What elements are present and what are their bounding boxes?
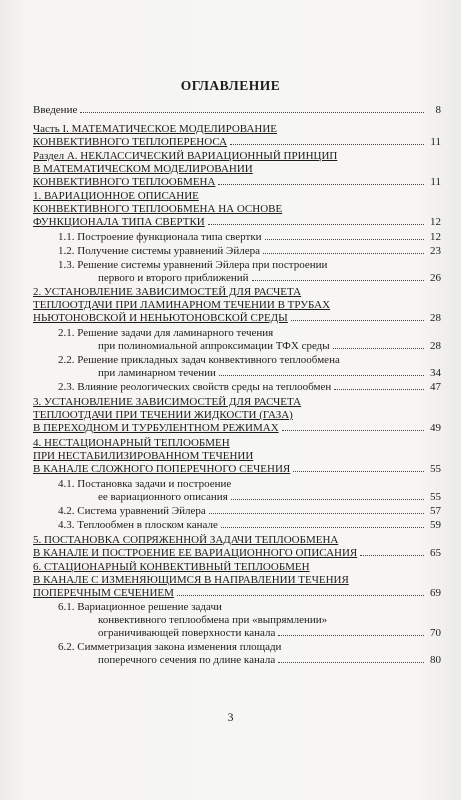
dot-leader [334, 381, 424, 390]
toc-entry-text: В КАНАЛЕ СЛОЖНОГО ПОПЕРЕЧНОГО СЕЧЕНИЯ [33, 463, 291, 475]
toc-entry [33, 534, 441, 560]
toc-entry-text: при полиномиальной аппроксимации ТФХ среды [98, 340, 330, 352]
toc-page-number: 55 [430, 491, 441, 503]
toc-page-number: 70 [430, 627, 441, 639]
toc-page-number: 57 [430, 505, 441, 517]
toc-entry [33, 519, 441, 532]
dot-leader [80, 104, 424, 113]
toc-entry [33, 437, 441, 476]
toc-entry [33, 231, 441, 244]
toc-entry-text: В КАНАЛЕ С ИЗМЕНЯЮЩИМСЯ В НАПРАВЛЕНИИ ТЕЧЕНИЯ [33, 574, 349, 586]
toc-entry-text: первого и второго приближений [98, 272, 249, 284]
dot-leader [278, 627, 424, 636]
toc-page-number: 8 [435, 104, 441, 116]
toc-page-number: 59 [430, 519, 441, 531]
dot-leader [219, 367, 424, 376]
toc-entry [33, 150, 441, 189]
toc-entry-text: ПОПЕРЕЧНЫМ СЕЧЕНИЕМ [33, 587, 174, 599]
toc-entry-text: 2.1. Решение задачи для ламинарного течения [58, 327, 274, 339]
toc-entry-text: 1. ВАРИАЦИОННОЕ ОПИСАНИЕ [33, 190, 199, 202]
toc-entry-text: 6.1. Вариационное решение задачи [58, 601, 222, 613]
toc-entry [33, 478, 441, 504]
toc-entry-text: поперечного сечения по длине канала [98, 654, 276, 666]
toc-entry [33, 190, 441, 229]
toc-page-number: 65 [430, 547, 441, 559]
toc-page-number: 23 [430, 245, 441, 257]
dot-leader [293, 463, 424, 472]
toc-entry [33, 286, 441, 325]
toc-entry [33, 259, 441, 285]
toc-entry-text: В КАНАЛЕ И ПОСТРОЕНИЕ ЕЕ ВАРИАЦИОННОГО ОПИСАНИЯ [33, 547, 358, 559]
toc-entry-text: КОНВЕКТИВНОГО ТЕПЛООБМЕНА НА ОСНОВЕ [33, 203, 283, 215]
toc-entry-text: 1.3. Решение системы уравнений Эйлера при построении [58, 259, 328, 271]
toc-page-number: 11 [430, 176, 441, 188]
toc-entry [33, 561, 441, 600]
toc-entry [33, 123, 441, 149]
toc-entry [33, 354, 441, 380]
toc-entry-text: 3. УСТАНОВЛЕНИЕ ЗАВИСИМОСТЕЙ ДЛЯ РАСЧЕТА [33, 396, 302, 408]
toc-title: ОГЛАВЛЕНИЕ [180, 78, 281, 93]
dot-leader [230, 136, 424, 145]
toc-page-number: 11 [430, 136, 441, 148]
toc-entry-text: 2.3. Влияние реологических свойств среды на теплообмен [58, 381, 332, 393]
toc-page-number: 12 [430, 216, 441, 228]
toc-entry-text: 4.1. Постановка задачи и построение [58, 478, 232, 490]
toc-entry-text: при ламинарном течении [98, 367, 216, 379]
toc-entry-text: 4.2. Система уравнений Эйлера [58, 505, 206, 517]
toc-entry-text: НЬЮТОНОВСКОЙ И НЕНЬЮТОНОВСКОЙ СРЕДЫ [33, 312, 288, 324]
dot-leader [360, 547, 424, 556]
toc-entry-text: конвективного теплообмена при «выпрямлении» [98, 614, 328, 626]
toc-entry [33, 381, 441, 394]
toc-entry-text: В ПЕРЕХОДНОМ И ТУРБУЛЕНТНОМ РЕЖИМАХ [33, 422, 279, 434]
toc-entry-text: ФУНКЦИОНАЛА ТИПА СВЕРТКИ [33, 216, 205, 228]
toc-entry-text: 2.2. Решение прикладных задач конвективного теплообмена [58, 354, 340, 366]
toc-entry-text: ТЕПЛООТДАЧИ ПРИ ТЕЧЕНИИ ЖИДКОСТИ (ГАЗА) [33, 409, 293, 421]
dot-leader [265, 231, 424, 240]
toc-entry-text: 6. СТАЦИОНАРНЫЙ КОНВЕКТИВНЫЙ ТЕПЛООБМЕН [33, 561, 310, 573]
dot-leader [282, 422, 424, 431]
toc-entry-text: 4.3. Теплообмен в плоском канале [58, 519, 218, 531]
toc-page-number: 12 [430, 231, 441, 243]
toc-page-number: 28 [430, 312, 441, 324]
toc-entry-text: ограничивающей поверхности канала [98, 627, 276, 639]
toc-entry-text: 1.1. Построение функционала типа свертки [58, 231, 262, 243]
dot-leader [221, 519, 424, 528]
toc-entry-text: 5. ПОСТАНОВКА СОПРЯЖЕННОЙ ЗАДАЧИ ТЕПЛООБМЕНА [33, 534, 339, 546]
toc-entry-text: КОНВЕКТИВНОГО ТЕПЛОПЕРЕНОСА [33, 136, 228, 148]
toc-entry-text: Введение [33, 104, 78, 116]
toc-entry-text: Часть I. МАТЕМАТИЧЕСКОЕ МОДЕЛИРОВАНИЕ [33, 123, 277, 135]
toc-entry-text: 1.2. Получение системы уравнений Эйлера [58, 245, 260, 257]
toc-entry [33, 505, 441, 518]
toc-entry-text: 6.2. Симметризация закона изменения площади [58, 641, 282, 653]
toc-entry-text: Раздел А. НЕКЛАССИЧЕСКИЙ ВАРИАЦИОННЫЙ ПРИНЦИП [33, 150, 338, 162]
toc-page-number: 47 [430, 381, 441, 393]
toc-entry [33, 601, 441, 640]
dot-leader [231, 491, 424, 500]
dot-leader [252, 272, 424, 281]
toc-entry [33, 245, 441, 258]
toc-entry-text: 2. УСТАНОВЛЕНИЕ ЗАВИСИМОСТЕЙ ДЛЯ РАСЧЕТА [33, 286, 302, 298]
dot-leader [218, 176, 424, 185]
table-of-contents [33, 104, 441, 667]
toc-entry-text: 4. НЕСТАЦИОНАРНЫЙ ТЕПЛООБМЕН [33, 437, 230, 449]
toc-entry [33, 327, 441, 353]
toc-entry [33, 396, 441, 435]
toc-page-number: 28 [430, 340, 441, 352]
page-number: 3 [227, 710, 234, 724]
toc-page-number: 80 [430, 654, 441, 666]
toc-entry-text: ТЕПЛООТДАЧИ ПРИ ЛАМИНАРНОМ ТЕЧЕНИИ В ТРУБАХ [33, 299, 331, 311]
toc-page-number: 26 [430, 272, 441, 284]
dot-leader [263, 245, 424, 254]
dot-leader [278, 654, 424, 663]
toc-page-number: 55 [430, 463, 441, 475]
toc-entry [33, 641, 441, 667]
toc-page-number: 49 [430, 422, 441, 434]
dot-leader [209, 505, 424, 514]
toc-entry-text: КОНВЕКТИВНОГО ТЕПЛООБМЕНА [33, 176, 216, 188]
toc-entry [33, 104, 441, 117]
toc-page-number: 69 [430, 587, 441, 599]
toc-entry-text: В МАТЕМАТИЧЕСКОМ МОДЕЛИРОВАНИИ [33, 163, 253, 175]
dot-leader [291, 312, 424, 321]
dot-leader [208, 216, 424, 225]
dot-leader [333, 340, 424, 349]
dot-leader [177, 587, 424, 596]
toc-entry-text: ее вариационного описания [98, 491, 228, 503]
toc-page-number: 34 [430, 367, 441, 379]
toc-entry-text: ПРИ НЕСТАБИЛИЗИРОВАННОМ ТЕЧЕНИИ [33, 450, 254, 462]
